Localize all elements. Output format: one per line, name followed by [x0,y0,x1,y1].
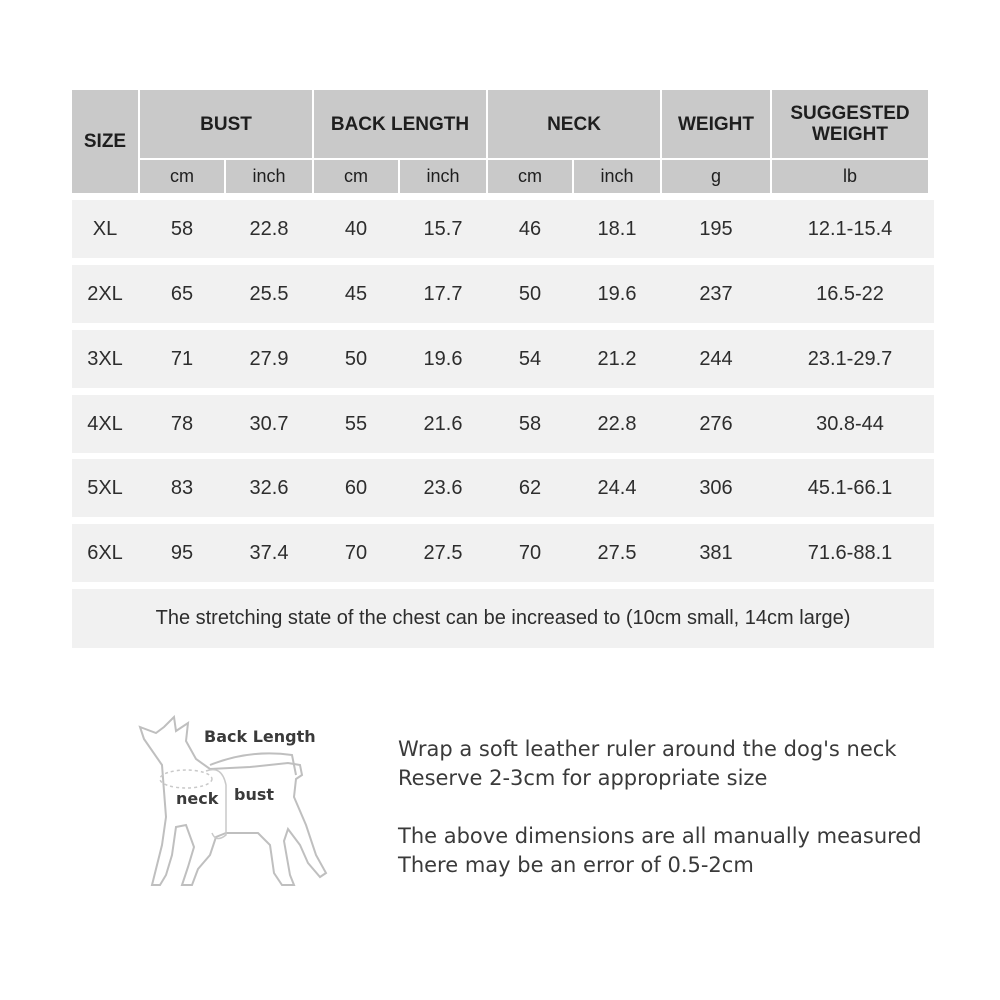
table-cell: 70 [344,541,368,564]
table-cell: 46 [518,217,542,240]
table-cell: 22.8 [597,412,637,435]
header-suggested-weight-line1: SUGGESTED [790,103,910,124]
table-cell: 381 [699,541,733,564]
size-cell: 3XL [87,347,123,370]
table-cell: 27.5 [423,541,463,564]
header-weight-label: WEIGHT [678,113,754,135]
table-cell: 19.6 [597,282,637,305]
table-cell: 244 [699,347,733,370]
table-cell: 40 [344,217,368,240]
table-cell: 30.7 [249,412,289,435]
header-weight [662,90,770,158]
table-cell: 15.7 [423,217,463,240]
back-length-label: Back Length [204,727,316,746]
size-cell: 6XL [87,541,123,564]
unit-cell: cm [314,160,398,193]
table-cell: 65 [170,282,194,305]
unit-cell: g [662,160,770,193]
table-cell: 32.6 [249,476,289,499]
stretch-note [72,589,934,648]
table-cell: 17.7 [423,282,463,305]
instruction-line-3: The above dimensions are all manually measured [398,824,922,848]
table-cell: 276 [699,412,733,435]
table-cell: 16.5-22 [816,282,884,305]
table-cell: 24.4 [597,476,637,499]
header-back-length-label: BACK LENGTH [330,113,470,135]
unit-cell: inch [400,160,486,193]
table-cell: 50 [344,347,368,370]
instruction-line-1: Wrap a soft leather ruler around the dog's neck [398,737,897,761]
size-cell: 5XL [87,476,123,499]
dog-measurement-diagram [130,705,350,905]
header-neck [488,90,660,158]
size-cell: XL [92,217,118,240]
size-cell: 4XL [87,412,123,435]
table-cell: 50 [518,282,542,305]
table-cell: 58 [170,217,194,240]
table-cell: 27.9 [249,347,289,370]
bust-label: bust [234,785,275,804]
table-cell: 23.6 [423,476,463,499]
unit-cell: inch [574,160,660,193]
table-cell: 71 [170,347,194,370]
header-size [72,90,138,193]
table-cell: 45 [344,282,368,305]
table-cell: 306 [699,476,733,499]
table-cell: 27.5 [597,541,637,564]
table-cell: 55 [344,412,368,435]
table-cell: 25.5 [249,282,289,305]
table-cell: 30.8-44 [816,412,884,435]
table-cell: 21.6 [423,412,463,435]
unit-cell: inch [226,160,312,193]
unit-cell: cm [488,160,572,193]
table-cell: 21.2 [597,347,637,370]
header-suggested-weight-line2: WEIGHT [812,124,888,145]
table-cell: 237 [699,282,733,305]
header-suggested-weight [772,90,928,158]
unit-cell: lb [772,160,928,193]
instruction-line-2: Reserve 2-3cm for appropriate size [398,766,768,790]
table-cell: 95 [170,541,194,564]
header-neck-label: NECK [547,113,601,135]
unit-cell: cm [140,160,224,193]
size-cell: 2XL [87,282,123,305]
table-cell: 195 [699,217,733,240]
table-cell: 78 [170,412,194,435]
table-cell: 23.1-29.7 [807,347,893,370]
instruction-line-4: There may be an error of 0.5-2cm [398,853,754,877]
table-cell: 22.8 [249,217,289,240]
table-cell: 83 [170,476,194,499]
table-cell: 58 [518,412,542,435]
header-size-label: SIZE [83,131,127,152]
header-bust [140,90,312,158]
header-bust-label: BUST [200,113,252,135]
table-cell: 71.6-88.1 [807,541,893,564]
header-back-length [314,90,486,158]
table-cell: 18.1 [597,217,637,240]
stretch-note-text: The stretching state of the chest can be increased to (10cm small, 14cm large) [155,607,851,629]
neck-label: neck [176,789,219,808]
table-cell: 54 [518,347,542,370]
table-cell: 70 [518,541,542,564]
table-cell: 12.1-15.4 [807,217,893,240]
table-cell: 45.1-66.1 [807,476,893,499]
table-cell: 62 [518,476,542,499]
table-cell: 19.6 [423,347,463,370]
table-cell: 37.4 [249,541,289,564]
table-cell: 60 [344,476,368,499]
